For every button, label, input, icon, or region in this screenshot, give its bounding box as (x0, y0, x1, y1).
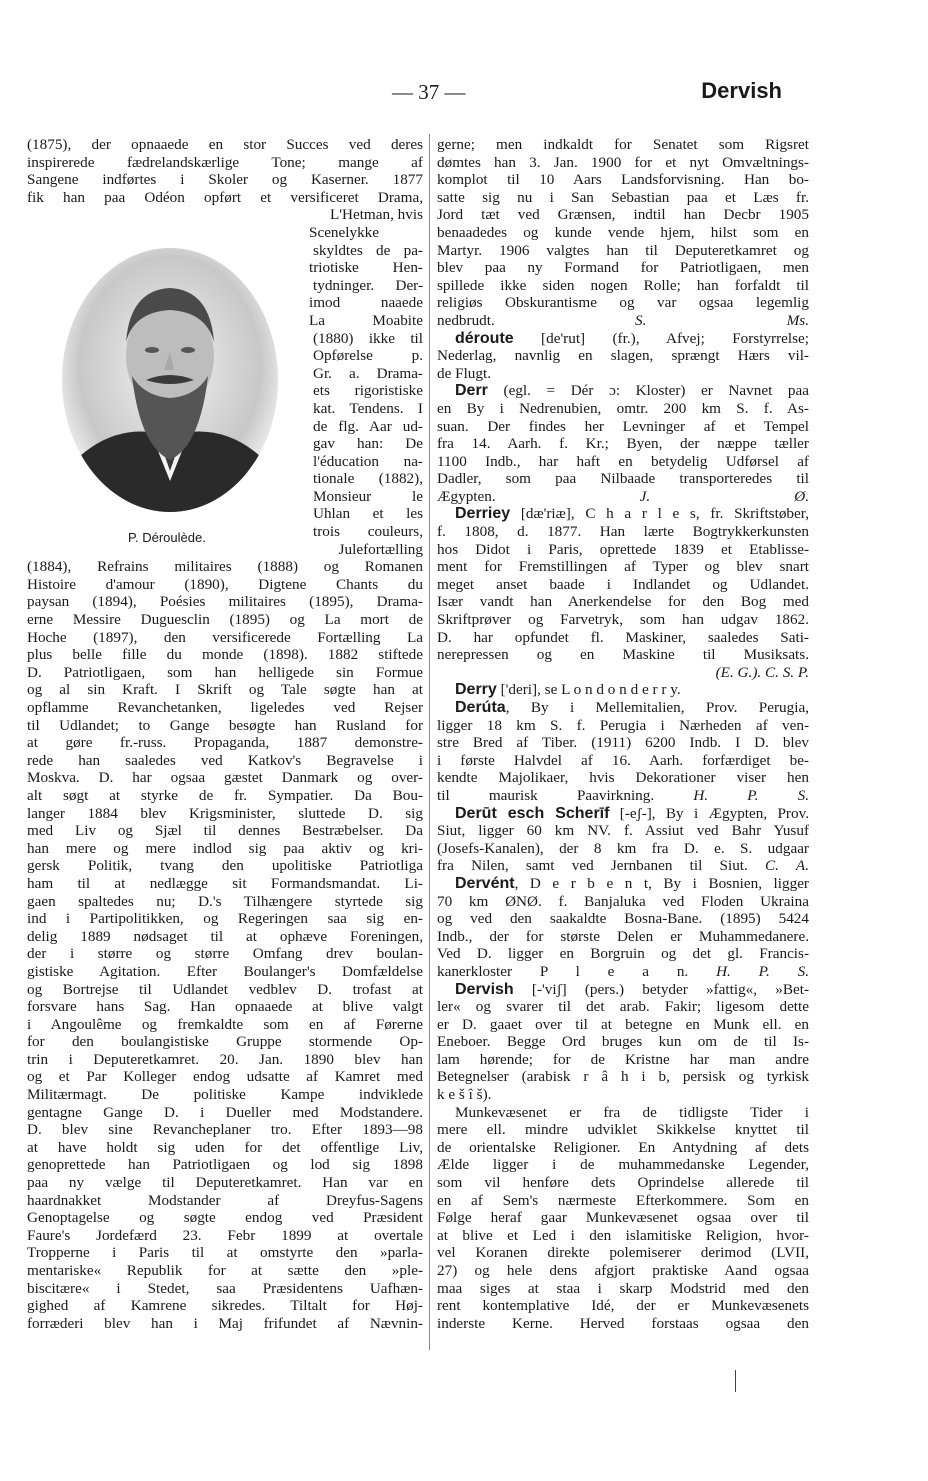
text-line: tionale (1882), (313, 470, 423, 488)
text-line: haardnakket Modstander af Dreyfus-Sagens (27, 1191, 423, 1209)
entry-headword: Derriey (455, 505, 511, 523)
author-signature: C. A. (765, 857, 809, 875)
text-line: La Moabite (309, 311, 423, 329)
text-line: Siut, ligger 60 km NV. f. Assiut ved Bahr Yusuf (437, 822, 809, 840)
text-line: delig 1889 nødsaget til at ophæve Foreningen, (27, 927, 423, 945)
text-line (437, 365, 809, 383)
text-line: Uhlan et les (313, 505, 423, 523)
left-top-lines (27, 136, 423, 206)
text-line: Faure's Jordefærd 23. Febr 1899 at overtale (27, 1226, 423, 1244)
text-line: paysan (1894), Poésies militaires (1895), Drama- (27, 593, 423, 611)
margin-mark (735, 1370, 736, 1392)
author-signature: H. P. S. (693, 786, 809, 804)
text-line (437, 963, 809, 981)
dictionary-entry (437, 981, 809, 1104)
column-divider (429, 134, 430, 1350)
text-line: de orientalske Religioner. En Antydning af dets (437, 1138, 809, 1156)
text-line: en af Sem's nærmeste Efterkommere. Som en (437, 1191, 809, 1209)
text-line: religiøs Obskurantisme og var ogsaa legemlig (437, 294, 809, 312)
text-line: er D. gaaet over til at betegne en Munk ell. en (437, 1015, 809, 1033)
entry-text: gerne; men indkaldt for Senatet som Rigsret (437, 136, 809, 153)
text-line: en By i Nedrenubien, omtr. 200 km S. f. As- (437, 399, 809, 417)
text-line (437, 981, 809, 999)
dictionary-entry (437, 505, 809, 681)
text-line: Især vandt han Anerkendelse for den Bog med (437, 593, 809, 611)
text-line: Opførelse p. (313, 347, 423, 365)
text-line: blev paa ny Formand for Patriotligaen, men (437, 259, 809, 277)
text-line: tydninger. Der- (313, 276, 423, 294)
text-line: inspirerede fædrelandskærlige Tone; mange af (27, 153, 423, 171)
text-line: ligger 18 km S. f. Perugia i Nærheden af ven- (437, 716, 809, 734)
text-line: 1100 Indb., har haft en betydelig Udførsel af (437, 452, 809, 470)
text-line: at gøre fr.-russ. Propaganda, 1887 demonstre- (27, 734, 423, 752)
text-line: biscitære« i Stedet, saa Præsidentens Uafhæn- (27, 1279, 423, 1297)
entry-text: [de'rut] (fr.), Afvej; Forstyrrelse; (513, 329, 809, 347)
text-line: til Udlandet; to Gange besøgte han Rusland for (27, 716, 423, 734)
text-line: mentariske« Republik for at sætte den »ple- (27, 1262, 423, 1279)
dictionary-entry (437, 875, 809, 981)
entry-headword: Derry (455, 681, 497, 699)
entry-text: (egl. = Dér ɔ: Kloster) er Navnet paa (487, 382, 809, 400)
text-line: Jord tæt ved Grænsen, indtil han Decbr 1905 (437, 206, 809, 224)
text-line: opflamme Revanchetanken, ligeledes ved Rejser (27, 699, 423, 716)
text-line: ets rigoristiske (313, 382, 423, 400)
text-line: l'éducation na- (313, 452, 423, 470)
entry-list (437, 136, 809, 1332)
text-line: vel Koranen direkte polemiserer derimod (LVII, (437, 1244, 809, 1262)
text-line: trin i Deputeretkamret. 20. Jan. 1890 blev han (27, 1050, 423, 1068)
text-line: Betegnelser (arabisk r â h i b, persisk og tyrkisk (437, 1068, 809, 1086)
text-line: hos Didot i Paris, oprettede 1839 et Etablisse- (437, 540, 809, 558)
text-line: L'Hetman, hvis (329, 206, 423, 224)
text-line: gentagne Gange D. i Dueller med Modstandere. (27, 1103, 423, 1121)
text-line: D. Patriotligaen, som han helligede sin Formue (27, 663, 423, 681)
text-line: Militærmagt. De politiske Kampe indviklede (27, 1086, 423, 1104)
text-line: Indb., der for største Delen er Muhammedanere. (437, 927, 809, 945)
text-line (437, 1104, 809, 1122)
text-line: Sangene indførtes i Skoler og Kaserner. 1877 (27, 171, 423, 189)
portrait-image (60, 246, 280, 514)
text-line: Genoptagelse og søgte endog ved Præsident (27, 1209, 423, 1227)
text-line: der i større og større Omfang drev boulan- (27, 945, 423, 963)
dictionary-entry (437, 805, 809, 875)
text-line: lam hørende; for de Kristne har man andre (437, 1050, 809, 1068)
text-line: at have holdt sig uden for det offentlige Liv, (27, 1138, 423, 1156)
dictionary-entry (437, 136, 809, 330)
text-line: Julefortælling (338, 540, 423, 558)
entry-text: Ægypten. (437, 487, 496, 505)
text-line (437, 681, 809, 699)
text-line: og et Par Kolleger endog udsatte af Kamret med (27, 1068, 423, 1086)
text-line: og ved den saakaldte Bosna-Bane. (1895) 5424 (437, 910, 809, 928)
text-line (437, 875, 809, 893)
text-line (437, 488, 809, 506)
page-header (0, 80, 928, 110)
author-signature: S. Ms. (635, 311, 809, 329)
text-line: spillede ikke siden nogen Rolle; han forfaldt til (437, 276, 809, 294)
text-line: plus belle fille du monde (1898). 1882 stiftede (27, 646, 423, 664)
text-line: med Liv og Sjæl til dennes Bestræbelser. Da (27, 822, 423, 840)
entry-text: Munkevæsenet er fra de tidligste Tider i (455, 1103, 809, 1121)
entry-text: kanerkloster P l e a n. (437, 962, 689, 980)
text-line: kendte Majolikaer, hvis Dekorationer viser hen (437, 769, 809, 787)
text-line: Moskva. D. har ogsaa gæstet Danmark og over- (27, 769, 423, 787)
text-line (437, 330, 809, 348)
entry-headword: Derr (455, 382, 488, 400)
text-line: trois couleurs, (313, 523, 423, 541)
text-line: skyldtes de pa- (313, 241, 423, 259)
text-line: rede han saaledes ved Katkov's Begravelse i (27, 751, 423, 769)
text-line: D. blev sine Revancheplaner tro. Efter 1893—98 (27, 1121, 423, 1139)
text-line: D. har opfundet fl. Maskiner, saaledes Sati- (437, 628, 809, 646)
text-line: Monsieur le (313, 487, 423, 505)
text-line: (1875), der opnaaede en stor Succes ved deres (27, 136, 423, 153)
text-line: meget anset baade i Indlandet og Udlandet. (437, 575, 809, 593)
entry-text: [dæ'riæ], C h a r l e s, fr. Skriftstøber, (510, 505, 809, 523)
text-line (437, 664, 809, 682)
text-line: triotiske Hen- (309, 259, 423, 277)
text-line: og Bortrejse til Udlandet vedblev D. trofast at (27, 980, 423, 998)
text-line: og al sin Kraft. I Skrift og Tale søgte han at (27, 681, 423, 699)
text-line (437, 136, 809, 154)
text-line (437, 805, 809, 823)
entry-text: fra Nilen, samt ved Jernbanen til Siut. (437, 857, 748, 875)
text-line: Histoire d'amour (1890), Digtene Chants du (27, 575, 423, 593)
entry-headword: Dervént (455, 874, 515, 892)
text-line: fra 14. Aarh. f. Kr.; Byen, der næppe tæller (437, 435, 809, 453)
text-line: ment for Fremstillingen af Typer og blev snart (437, 558, 809, 576)
text-line (437, 857, 809, 875)
text-line: forsvare hans Sag. Han opnaaede at blive valgt (27, 998, 423, 1016)
text-line: gistiske Agitation. Efter Boulanger's Domfældelse (27, 962, 423, 980)
entry-headword: Derúta (455, 699, 506, 716)
entry-text: [-'viʃ] (pers.) betyder »fattig«, »Bet- (513, 980, 809, 998)
portrait-caption: P. Déroulède. (128, 530, 206, 545)
text-line: erne Messire Duguesclin (1895) og La mort de (27, 611, 423, 629)
dictionary-entry (437, 1104, 809, 1333)
text-line: i Angoulême og fremkaldte som en af Førerne (27, 1015, 423, 1033)
text-line: (Josefs-Kanalen), der 8 km fra D. e. S. udgaar (437, 839, 809, 857)
entry-text: nedbrudt. (437, 311, 495, 329)
entry-headword: Derūt esch Scherīf (455, 804, 610, 822)
text-line (437, 699, 809, 717)
text-line: Scenelykke (309, 223, 380, 241)
text-line: (1880) ikke til (313, 329, 423, 347)
text-line (437, 505, 809, 523)
text-line (437, 382, 809, 400)
text-line: rent kontemplative Idé, der er Munkevæsenets (437, 1297, 809, 1315)
text-line: Eneboer. Begge Ord bruges kun om de til Is- (437, 1033, 809, 1051)
text-line: nerepressen og en Maskine til Musiksats. (437, 646, 809, 664)
text-line: komplot til 10 Aars Landsforvisning. Han bo- (437, 171, 809, 189)
text-line: at blive et Led i den islamitiske Religion, hvor- (437, 1226, 809, 1244)
text-line: mere ell. mindre udviklet Skikkelse knyttet til (437, 1121, 809, 1139)
text-line (437, 787, 809, 805)
text-line: gighed af Kamrene sikredes. Tiltalt for Høj- (27, 1297, 423, 1315)
text-line: for den boulangistiske Gruppe stormende Op- (27, 1033, 423, 1051)
text-line: 70 km ØNØ. f. Banjaluka ved Floden Ukraina (437, 892, 809, 910)
text-line (437, 312, 809, 330)
author-signature: J. Ø. (639, 487, 809, 505)
text-line: ham til at nedlægge sit Formandsmandat. Li- (27, 874, 423, 892)
text-line: satte sig nu i San Sebastian paa et Læs fr. (437, 188, 809, 206)
text-line: inderste Kerne. Herved forstaas ogsaa den (437, 1314, 809, 1332)
text-line: benaadedes og kunde vende hjem, hilst som en (437, 223, 809, 241)
entry-text: , D e r b e n t, By i Bosnien, ligger (514, 874, 809, 892)
page-number: — 37 — (392, 80, 466, 104)
text-line: Hoche (1897), den versificerede Fortælling La (27, 628, 423, 646)
text-line: kat. Tendens. I (313, 399, 423, 417)
entry-text: de Flugt. (437, 364, 492, 382)
text-line: langer 1884 blev Krigsminister, sluttede D. sig (27, 804, 423, 822)
text-line: gav han: De (313, 435, 423, 453)
text-line: genoprettede han Patriotligaen og lod sig 1898 (27, 1156, 423, 1174)
text-line: suan. Der findes her Levninger af et Tempel (437, 417, 809, 435)
text-line: i første Halvdel af 16. Aarh. forfærdiget be- (437, 751, 809, 769)
text-line (437, 1086, 809, 1104)
right-column (437, 136, 809, 1332)
entry-text: [-eʃ-], By i Ægypten, Prov. (609, 804, 809, 822)
text-line: ind i Partipolitikken, og Regeringen saa sig en- (27, 910, 423, 928)
entry-headword: déroute (455, 329, 514, 347)
author-signature: H. P. S. (716, 962, 809, 980)
text-line: han mere og mere indlod sig paa aktiv og kri- (27, 839, 423, 857)
entry-text: , By i Mellemitalien, Prov. Perugia, (505, 699, 809, 716)
left-body-lines (27, 558, 423, 1332)
text-line: stre Bred af Tiber. (1911) 6200 Indb. I D. blev (437, 734, 809, 752)
entry-text: til maurisk Paavirkning. (437, 786, 655, 804)
text-line: Gr. a. Drama- (313, 364, 423, 382)
text-line: Dadler, som paa Nilbaade transporteredes til (437, 470, 809, 488)
text-line: maa siges at staa i skarp Modstrid med den (437, 1279, 809, 1297)
dictionary-entry (437, 330, 809, 383)
text-line: imod naaede (309, 294, 423, 312)
dictionary-entry (437, 699, 809, 805)
text-line: Tropperne i Paris til at omstyrte den »parla- (27, 1244, 423, 1262)
text-line: Ælde ligger i de muhammedanske Legender, (437, 1156, 809, 1174)
text-line: Følge heraf gaar Munkevæsenet ogsaa over til (437, 1209, 809, 1227)
running-head: Dervish (701, 78, 782, 103)
text-line: ler« og svarer til det arab. Fakir; ligesom dette (437, 998, 809, 1016)
entry-headword: Dervish (455, 980, 514, 998)
text-line: f. 1808, d. 1877. Han lærte Bogtrykkerkunsten (437, 523, 809, 541)
text-line: paa ny vælge til Deputeretkamret. Han var en (27, 1174, 423, 1192)
text-line: de flg. Aar ud- (313, 417, 423, 435)
text-line: forræderi blev han i Maj frifundet af Nævnin- (27, 1314, 423, 1332)
entry-text: k e š î š). (437, 1086, 492, 1104)
text-line: (1884), Refrains militaires (1888) og Romanen (27, 558, 423, 576)
text-line: alt søgt at styrke de fr. Sympatier. Da Bou- (27, 786, 423, 804)
dictionary-entry (437, 382, 809, 505)
text-line: Skriftprøver og Farvetryk, som han udgav 1862. (437, 611, 809, 629)
text-line: Martyr. 1906 valgtes han til Deputeretkamret og (437, 241, 809, 259)
text-line: Ved D. ligger en Borgruin og det gl. Francis- (437, 945, 809, 963)
text-line: gersk Politik, tvang den upolitiske Patriotliga (27, 857, 423, 875)
text-line: Nederlag, navnlig en slagen, sprængt Hærs vil- (437, 347, 809, 365)
entry-text: ['deri], se L o n d o n d e r r y. (496, 681, 681, 699)
text-line: gaen spaltedes nu; D.'s Tilhængere styrtede sig (27, 892, 423, 910)
dictionary-entry (437, 681, 809, 699)
text-line: 27) og hele dens afgjort praktiske Aand ogsaa (437, 1262, 809, 1279)
text-line: som vil henføre dets Oprindelse allerede til (437, 1174, 809, 1192)
author-signature: (E. G.). C. S. P. (715, 663, 809, 681)
text-line: fik han paa Odéon opført et versificeret Drama, (27, 188, 423, 206)
text-line: dømtes han 3. Jan. 1900 for et nyt Omvæltnings- (437, 153, 809, 171)
